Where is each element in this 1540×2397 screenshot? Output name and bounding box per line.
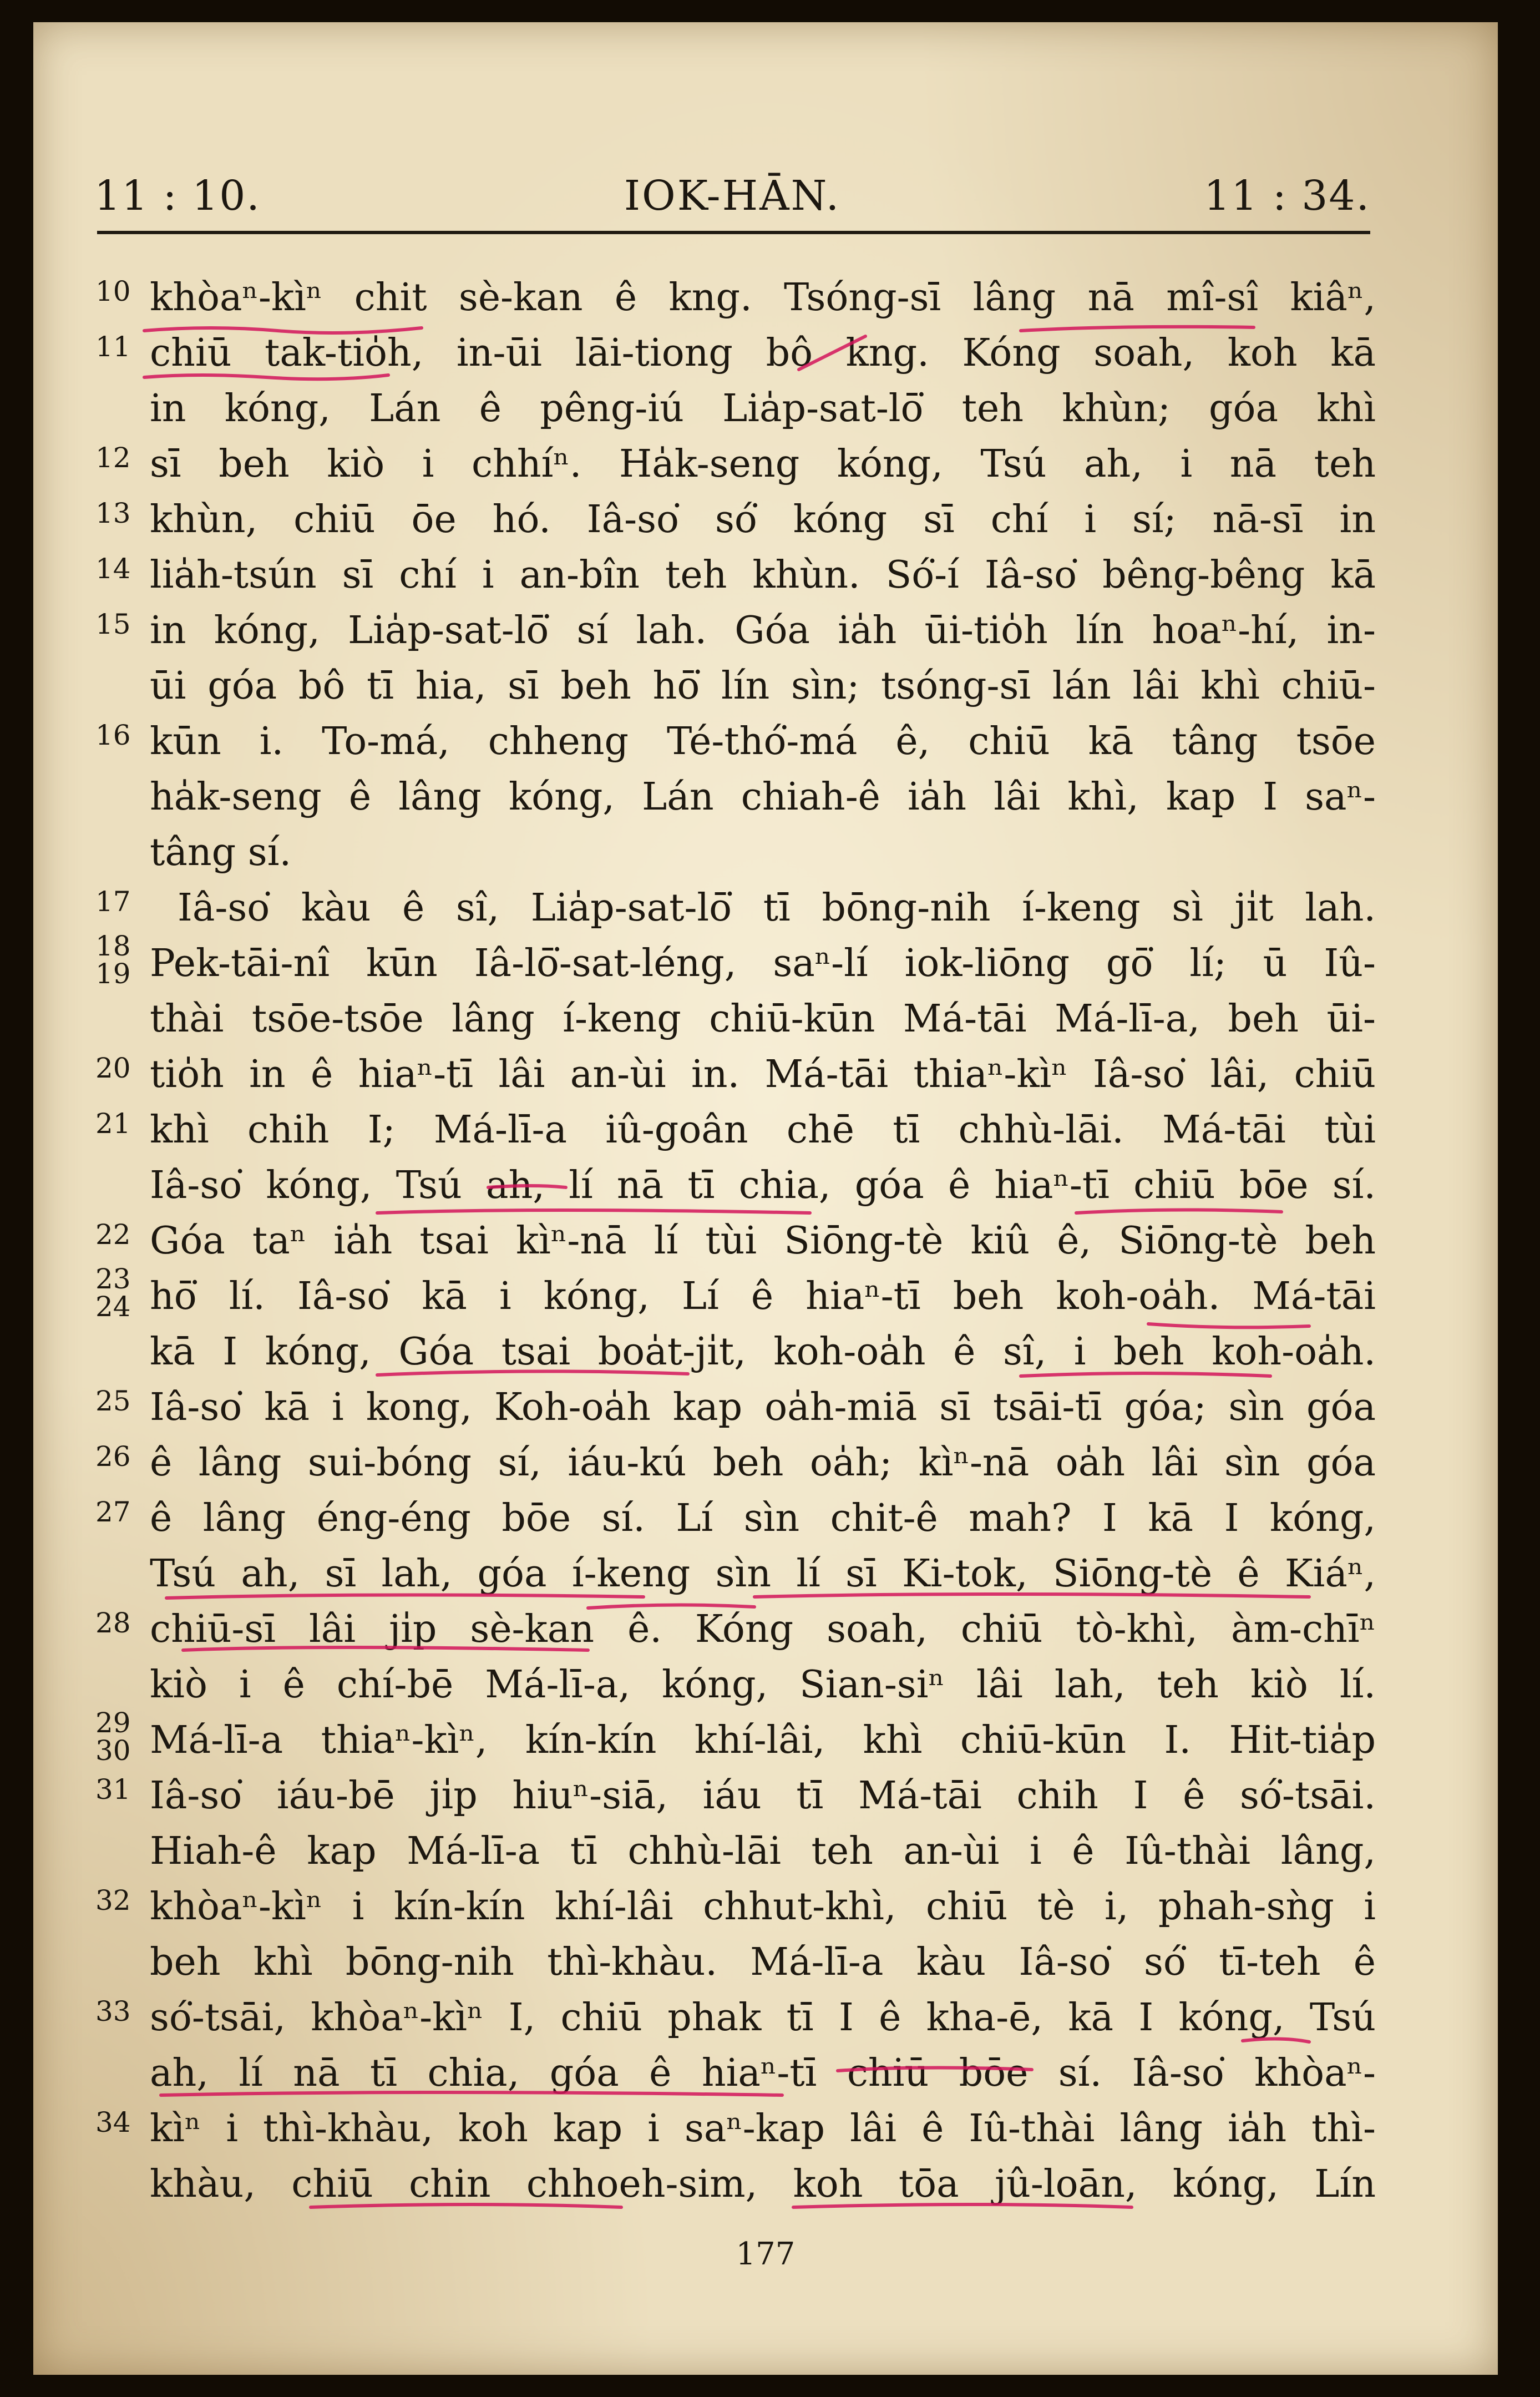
verse-number: 25: [95, 1385, 131, 1417]
text-line: lia̍h-tsún sī chí i an-bîn teh khùn. Só͘-í Iâ-so͘ bêng-bêng kā: [150, 553, 1376, 597]
verse-number: 33: [95, 1995, 131, 2027]
text-line: khùn, chiū ōe hó. Iâ-so͘ só͘ kóng sī chí i sí; nā-sī in: [150, 498, 1376, 542]
text-line: Góa taⁿ ia̍h tsai kìⁿ-nā lí tùi Siōng-tè kiû ê, Siōng-tè beh: [150, 1219, 1376, 1263]
text-line: in kóng, Lia̍p-sat-lō͘ sí lah. Góa ia̍h ūi-tio̍h lín hoaⁿ-hí, in-: [150, 609, 1376, 653]
text-line: ha̍k-seng ê lâng kóng, Lán chiah-ê ia̍h lâi khì, kap I saⁿ-: [150, 775, 1376, 819]
verse-number: 16: [95, 719, 131, 751]
verse-number: 17: [95, 886, 131, 918]
text-line: thài tsōe-tsōe lâng í-keng chiū-kūn Má-tāi Má-lī-a, beh ūi-: [150, 997, 1376, 1041]
text-line: Iâ-so͘ iáu-bē ji̍p hiuⁿ-siā, iáu tī Má-tāi chih I ê só͘-tsāi.: [150, 1774, 1376, 1818]
verse-number: 30: [95, 1734, 131, 1767]
verse-number: 12: [95, 442, 131, 474]
text-line: in kóng, Lán ê pêng-iú Lia̍p-sat-lō͘ teh khùn; góa khì: [150, 387, 1376, 431]
verse-number: 19: [95, 958, 131, 990]
text-line: khì chih I; Má-lī-a iû-goân chē tī chhù-lāi. Má-tāi tùi: [150, 1108, 1376, 1152]
header-book-title: IOK-HĀN.: [624, 172, 841, 220]
text-line: Iâ-so͘ kóng, Tsú ah, lí nā tī chia, góa ê hiaⁿ-tī chiū bōe sí.: [150, 1164, 1376, 1207]
header-chapter-start: 11 : 10.: [94, 172, 261, 220]
verse-number: 21: [95, 1108, 131, 1140]
text-line: chiū-sī lâi ji̍p sè-kan ê. Kóng soah, chiū tò-khì, àm-chīⁿ: [150, 1607, 1376, 1651]
verse-number: 11: [95, 331, 131, 363]
text-line: Má-lī-a thiaⁿ-kìⁿ, kín-kín khí-lâi, khì chiū-kūn I. Hit-tia̍p: [150, 1718, 1376, 1762]
verse-number: 14: [95, 553, 131, 585]
verse-number: 22: [95, 1218, 131, 1251]
text-line: khòaⁿ-kìⁿ chit sè-kan ê kng. Tsóng-sī lâng nā mî-sî kiâⁿ,: [150, 276, 1376, 320]
text-line: ūi góa bô tī hia, sī beh hō͘ lín sìn; tsóng-sī lán lâi khì chiū-: [150, 664, 1376, 708]
text-line: Hiah-ê kap Má-lī-a tī chhù-lāi teh an-ùi i ê Iû-thài lâng,: [150, 1829, 1376, 1873]
text-line: kūn i. To-má, chheng Té-thó͘-má ê, chiū kā tâng tsōe: [150, 720, 1376, 763]
text-line: Pek-tāi-nî kūn Iâ-lō͘-sat-léng, saⁿ-lí iok-liōng gō͘ lí; ū Iû-: [150, 942, 1376, 985]
verse-number: 10: [95, 275, 131, 307]
verse-number: 18: [95, 930, 131, 962]
text-line: tâng sí.: [150, 831, 292, 874]
text-line: tio̍h in ê hiaⁿ-tī lâi an-ùi in. Má-tāi thiaⁿ-kìⁿ Iâ-so͘ lâi, chiū: [150, 1053, 1376, 1096]
text-line: sī beh kiò i chhíⁿ. Ha̍k-seng kóng, Tsú ah, i nā teh: [150, 442, 1376, 486]
verse-number: 29: [95, 1707, 131, 1739]
text-line: Tsú ah, sī lah, góa í-keng sìn lí sī Ki-tok, Siōng-tè ê Kiáⁿ,: [150, 1552, 1376, 1596]
verse-number: 15: [95, 608, 131, 640]
page-number: 177: [736, 2236, 796, 2272]
text-line: kiò i ê chí-bē Má-lī-a, kóng, Sian-siⁿ lâi lah, teh kiò lí.: [150, 1663, 1376, 1707]
text-line: chiū tak-tio̍h, in-ūi lāi-tiong bô kng. Kóng soah, koh kā: [150, 331, 1376, 375]
verse-number: 28: [95, 1607, 131, 1639]
verse-number: 31: [95, 1773, 131, 1806]
text-line: beh khì bōng-nih thì-khàu. Má-lī-a kàu Iâ-so͘ só͘ tī-teh ê: [150, 1940, 1376, 1984]
text-line: ê lâng sui-bóng sí, iáu-kú beh oa̍h; kìⁿ-nā oa̍h lâi sìn góa: [150, 1441, 1376, 1485]
header-chapter-end: 11 : 34.: [1204, 172, 1370, 220]
verse-number: 26: [95, 1440, 131, 1473]
verse-number: 23: [95, 1263, 131, 1295]
text-line: khàu, chiū chin chhoeh-sim, koh tōa jû-loān, kóng, Lín: [150, 2162, 1376, 2206]
text-line: kā I kóng, Góa tsai boa̍t-ji̍t, koh-oa̍h ê sî, i beh koh-oa̍h.: [150, 1330, 1376, 1374]
book-page: [33, 22, 1498, 2375]
text-line: khòaⁿ-kìⁿ i kín-kín khí-lâi chhut-khì, chiū tè i, phah-sǹg i: [150, 1885, 1376, 1929]
text-line: Iâ-so͘ kàu ê sî, Lia̍p-sat-lō͘ tī bōng-nih í-keng sì ji̍t lah.: [178, 886, 1376, 930]
text-line: só͘-tsāi, khòaⁿ-kìⁿ I, chiū phak tī I ê kha-ē, kā I kóng, Tsú: [150, 1996, 1376, 2040]
text-line: kìⁿ i thì-khàu, koh kap i saⁿ-kap lâi ê Iû-thài lâng ia̍h thì-: [150, 2107, 1376, 2151]
verse-number: 32: [95, 1884, 131, 1916]
text-line: ah, lí nā tī chia, góa ê hiaⁿ-tī chiū bōe sí. Iâ-so͘ khòaⁿ-: [150, 2051, 1376, 2095]
verse-number: 20: [95, 1052, 131, 1084]
text-body: [33, 22, 1498, 2375]
verse-number: 34: [95, 2106, 131, 2138]
verse-number: 13: [95, 497, 131, 529]
verse-number: 24: [95, 1291, 131, 1323]
verse-number: 27: [95, 1496, 131, 1528]
text-line: ê lâng éng-éng bōe sí. Lí sìn chit-ê mah? I kā I kóng,: [150, 1496, 1376, 1540]
text-line: hō͘ lí. Iâ-so͘ kā i kóng, Lí ê hiaⁿ-tī beh koh-oa̍h. Má-tāi: [150, 1275, 1376, 1318]
text-line: Iâ-so͘ kā i kong, Koh-oa̍h kap oa̍h-miā sī tsāi-tī góa; sìn góa: [150, 1385, 1376, 1429]
